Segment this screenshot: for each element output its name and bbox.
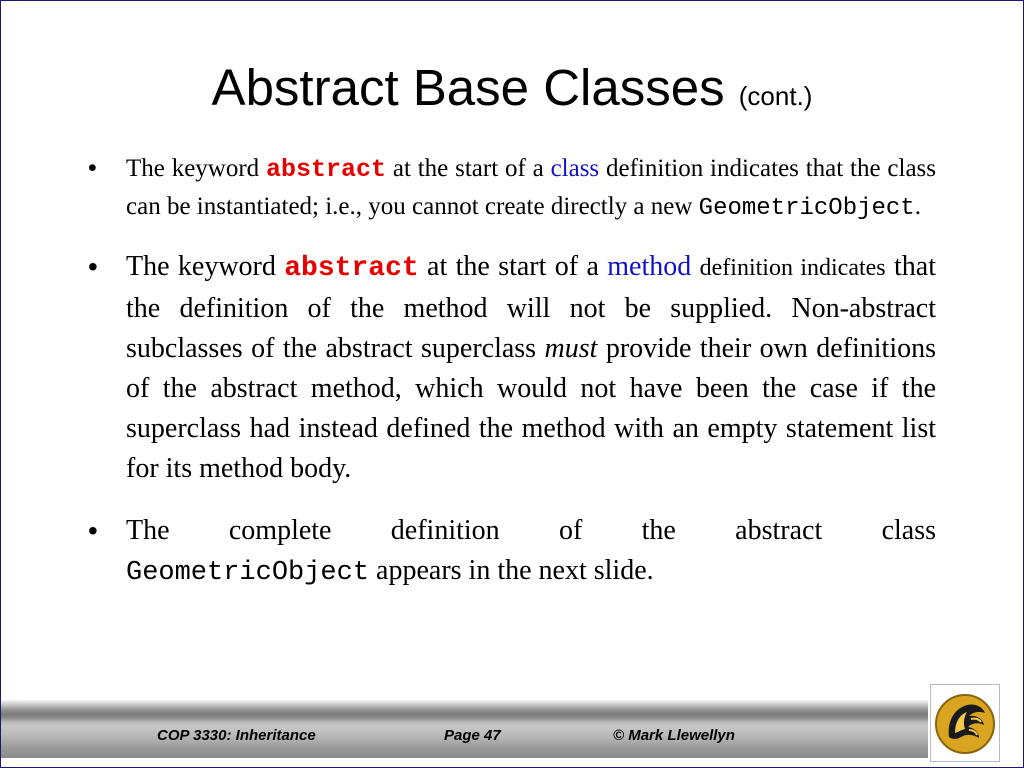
footer-course: COP 3330: Inheritance [157, 727, 316, 744]
logo-box [930, 684, 1000, 762]
bullet-list [80, 150, 936, 593]
footer-author: © Mark Llewellyn [613, 727, 735, 744]
bullet-text: appears in the next slide. [369, 555, 654, 586]
bullet-marker: • [88, 251, 98, 282]
bullet-marker: • [88, 154, 97, 182]
code-geometricobject: GeometricObject [126, 558, 370, 588]
bullet-text: The complete definition of the abstract class [126, 515, 936, 546]
bullet-item [80, 150, 936, 227]
title-suffix: (cont.) [738, 81, 813, 111]
bullet-line [126, 551, 936, 593]
code-geometricobject: GeometricObject [698, 195, 915, 222]
bullet-text-small: definition indicates [699, 255, 886, 281]
bullet-text: at the start of a [418, 251, 608, 282]
bullet-text: provide their own definitions of the abstract method, which would not have been the case if the superclass had instead defined the method with an empty statement list for its method body. [126, 333, 936, 484]
bullet-marker: • [88, 515, 98, 546]
footer-page-number: Page 47 [444, 727, 501, 744]
title-main: Abstract Base Classes [211, 59, 725, 116]
keyword-class: class [550, 155, 600, 182]
bullet-item [80, 511, 936, 593]
keyword-abstract: abstract [284, 253, 419, 284]
emphasis-must: must [544, 333, 598, 364]
bullet-text: that the definition of the method will not be supplied. Non-abstract subclasses of the abstract superclass [126, 251, 936, 364]
keyword-abstract: abstract [266, 155, 387, 184]
bullet-text: definition indicates that the class can be instantiated; i.e., you cannot create directly a new [126, 155, 936, 220]
bullet-item [80, 247, 936, 489]
ucf-pegasus-logo-icon [931, 685, 999, 761]
bullet-text: at the start of a [386, 155, 551, 182]
bullet-text: . [914, 193, 921, 220]
bullet-text: The keyword [126, 251, 285, 282]
slide-title [0, 50, 1024, 134]
bullet-text: The keyword [126, 155, 266, 182]
keyword-method: method [607, 251, 692, 282]
